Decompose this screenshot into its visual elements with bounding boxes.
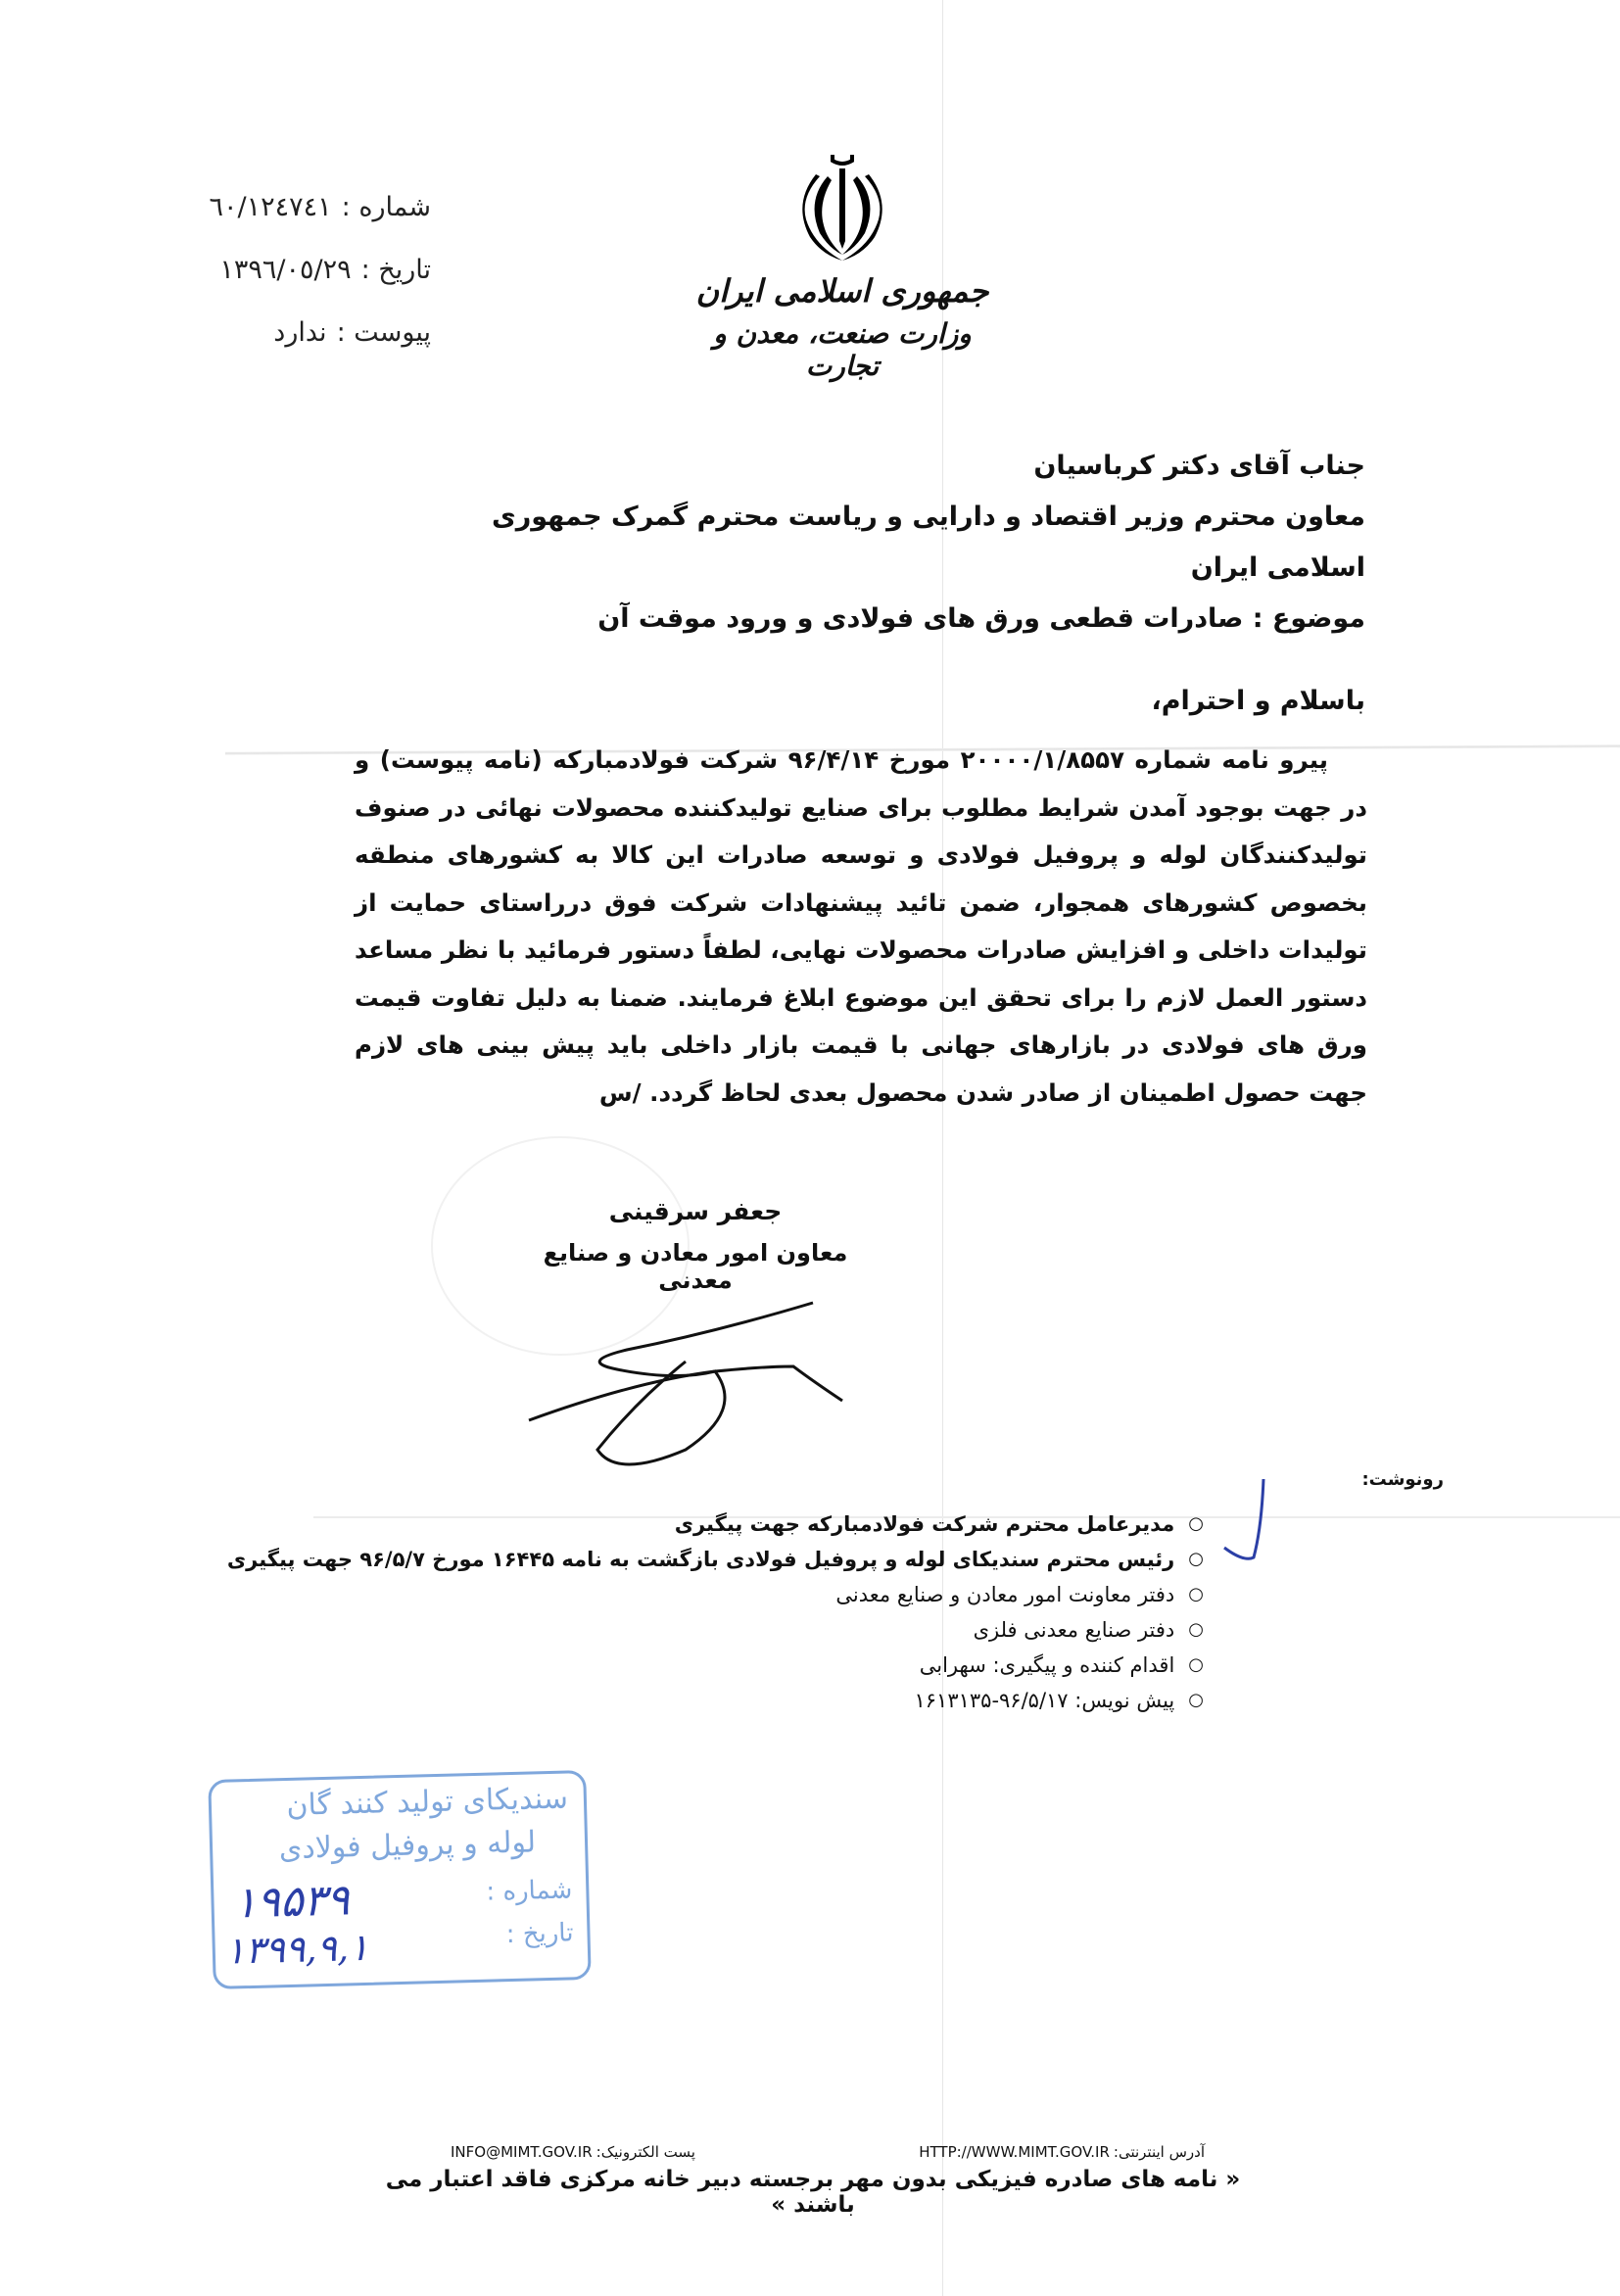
email-label: پست الکترونیک: [596,2143,695,2161]
bullet-circle-icon: ○ [1188,1619,1204,1640]
signer-title: معاون امور معادن و صنایع معدنی [543,1239,848,1294]
letter-number-value: ٦٠/١٢٤٧٤١ [209,192,332,222]
stamp-date-value: ۱۳۹۹,۹,۱ [224,1925,369,1973]
reference-block [137,176,431,364]
bullet-circle-icon: ○ [1188,1654,1204,1675]
greeting: باسلام و احترام، [1151,686,1365,716]
copy-item-text: رئیس محترم سندیکای لوله و پروفیل فولادی بازگشت به نامه ۱۶۴۴۵ مورخ ۹۶/۵/۷ جهت پیگیری [226,1548,1175,1571]
footer-website [919,2143,1205,2161]
copy-item-text: پیش نویس: ۹۶/۵/۱۷-۱۶۱۳۱۳۵ [914,1689,1175,1712]
copy-item-text: دفتر معاونت امور معادن و صنایع معدنی [835,1583,1175,1606]
ministry-name: وزارت صنعت، معدن و تجارت [713,317,972,382]
received-stamp [208,1770,591,1989]
copy-item-text: مدیرعامل محترم شرکت فولادمبارکه جهت پیگیری [674,1512,1175,1536]
copy-item-text: اقدام کننده و پیگیری: سهرابی [919,1653,1175,1677]
addressee-name: جناب آقای دکتر کرباسیان [1033,451,1365,481]
copy-item-text: دفتر صنایع معدنی فلزی [973,1618,1175,1642]
stamp-date-label: تاریخ : [505,1918,574,1950]
bullet-circle-icon: ○ [1188,1549,1204,1569]
letter-number-label: شماره : [341,192,431,222]
letter-number [137,176,431,239]
stamp-number-label: شماره : [486,1875,573,1907]
country-name: جمهوری اسلامی ایران [695,272,989,310]
stamp-org-line2: لوله و پروفیل فولادی [278,1825,537,1867]
website-label: آدرس اینترنتی: [1113,2143,1205,2161]
bullet-circle-icon: ○ [1188,1690,1204,1710]
copy-item [224,1648,1204,1683]
letter-date-label: تاریخ : [360,255,431,285]
attachment-value: ندارد [273,317,327,348]
website-link[interactable]: HTTP://WWW.MIMT.GOV.IR [919,2143,1110,2161]
letterhead [695,147,989,382]
copy-item [224,1612,1204,1648]
stamp-org-line1: سندیکای تولید کنند گان [286,1781,569,1823]
addressee-block [386,441,1365,645]
handwritten-signature-icon [519,1273,852,1469]
letter-attachment [137,302,431,364]
attachment-label: پیوست : [336,317,431,348]
footer-validity-note: « نامه های صادره فیزیکی بدون مهر برجسته دبیر خانه مرکزی فاقد اعتبار می باشند » [385,2167,1241,2218]
bullet-circle-icon: ○ [1188,1513,1204,1534]
letter-date [137,239,431,302]
stamp-number-value: ۱۹۵۳۹ [232,1875,351,1929]
iran-emblem-icon [788,147,896,264]
email-link[interactable]: INFO@MIMT.GOV.IR [451,2143,593,2161]
addressee-title: معاون محترم وزیر اقتصاد و دارایی و ریاست محترم گمرک جمهوری اسلامی ایران [491,502,1365,583]
signer-name: جعفر سرقینی [608,1197,783,1225]
checkmark-icon [1215,1469,1273,1577]
copy-item [224,1507,1204,1542]
letter-date-value: ١٣٩٦/٠٥/٢٩ [219,255,352,285]
copy-item [224,1542,1204,1577]
copies-list [224,1507,1204,1718]
bullet-circle-icon: ○ [1188,1584,1204,1604]
body-paragraph: پیرو نامه شماره ۲۰۰۰۰/۱/۸۵۵۷ مورخ ۹۶/۴/۱۴ شرکت فولادمبارکه (نامه پیوست) و در جهت بوجود آمدن شرایط مطلوب برای صنایع تولیدکننده محصولات نهائی در صنوف تولیدکنندگان لوله و پروفیل فولادی و توسعه صادرات این کالا به کشورهای منطقه بخصوص کشورهای همجوار، ضمن تائید پیشنهادات شرکت فوق درراستای حمایت از تولیدات داخلی و افزایش صادرات محصولات نهایی، لطفاً دستور فرمائید با نظر مساعد دستور العمل لازم را برای تحقق این موضوع ابلاغ فرمایند. ضمنا به دلیل تفاوت قیمت ورق های فولادی در بازارهای جهانی با قیمت بازار داخلی باید پیش بینی های لازم جهت حصول اطمینان از صادر شدن محصول بعدی لحاظ گردد. /س [355,745,1367,1107]
letter-body [355,737,1367,1117]
footer-email [451,2143,695,2161]
subject-line: موضوع : صادرات قطعی ورق های فولادی و ورود موقت آن [597,603,1365,634]
footer-contact [451,2143,1205,2161]
copy-item [224,1577,1204,1612]
copy-item [224,1683,1204,1718]
copies-label: رونوشت: [1361,1469,1444,1490]
